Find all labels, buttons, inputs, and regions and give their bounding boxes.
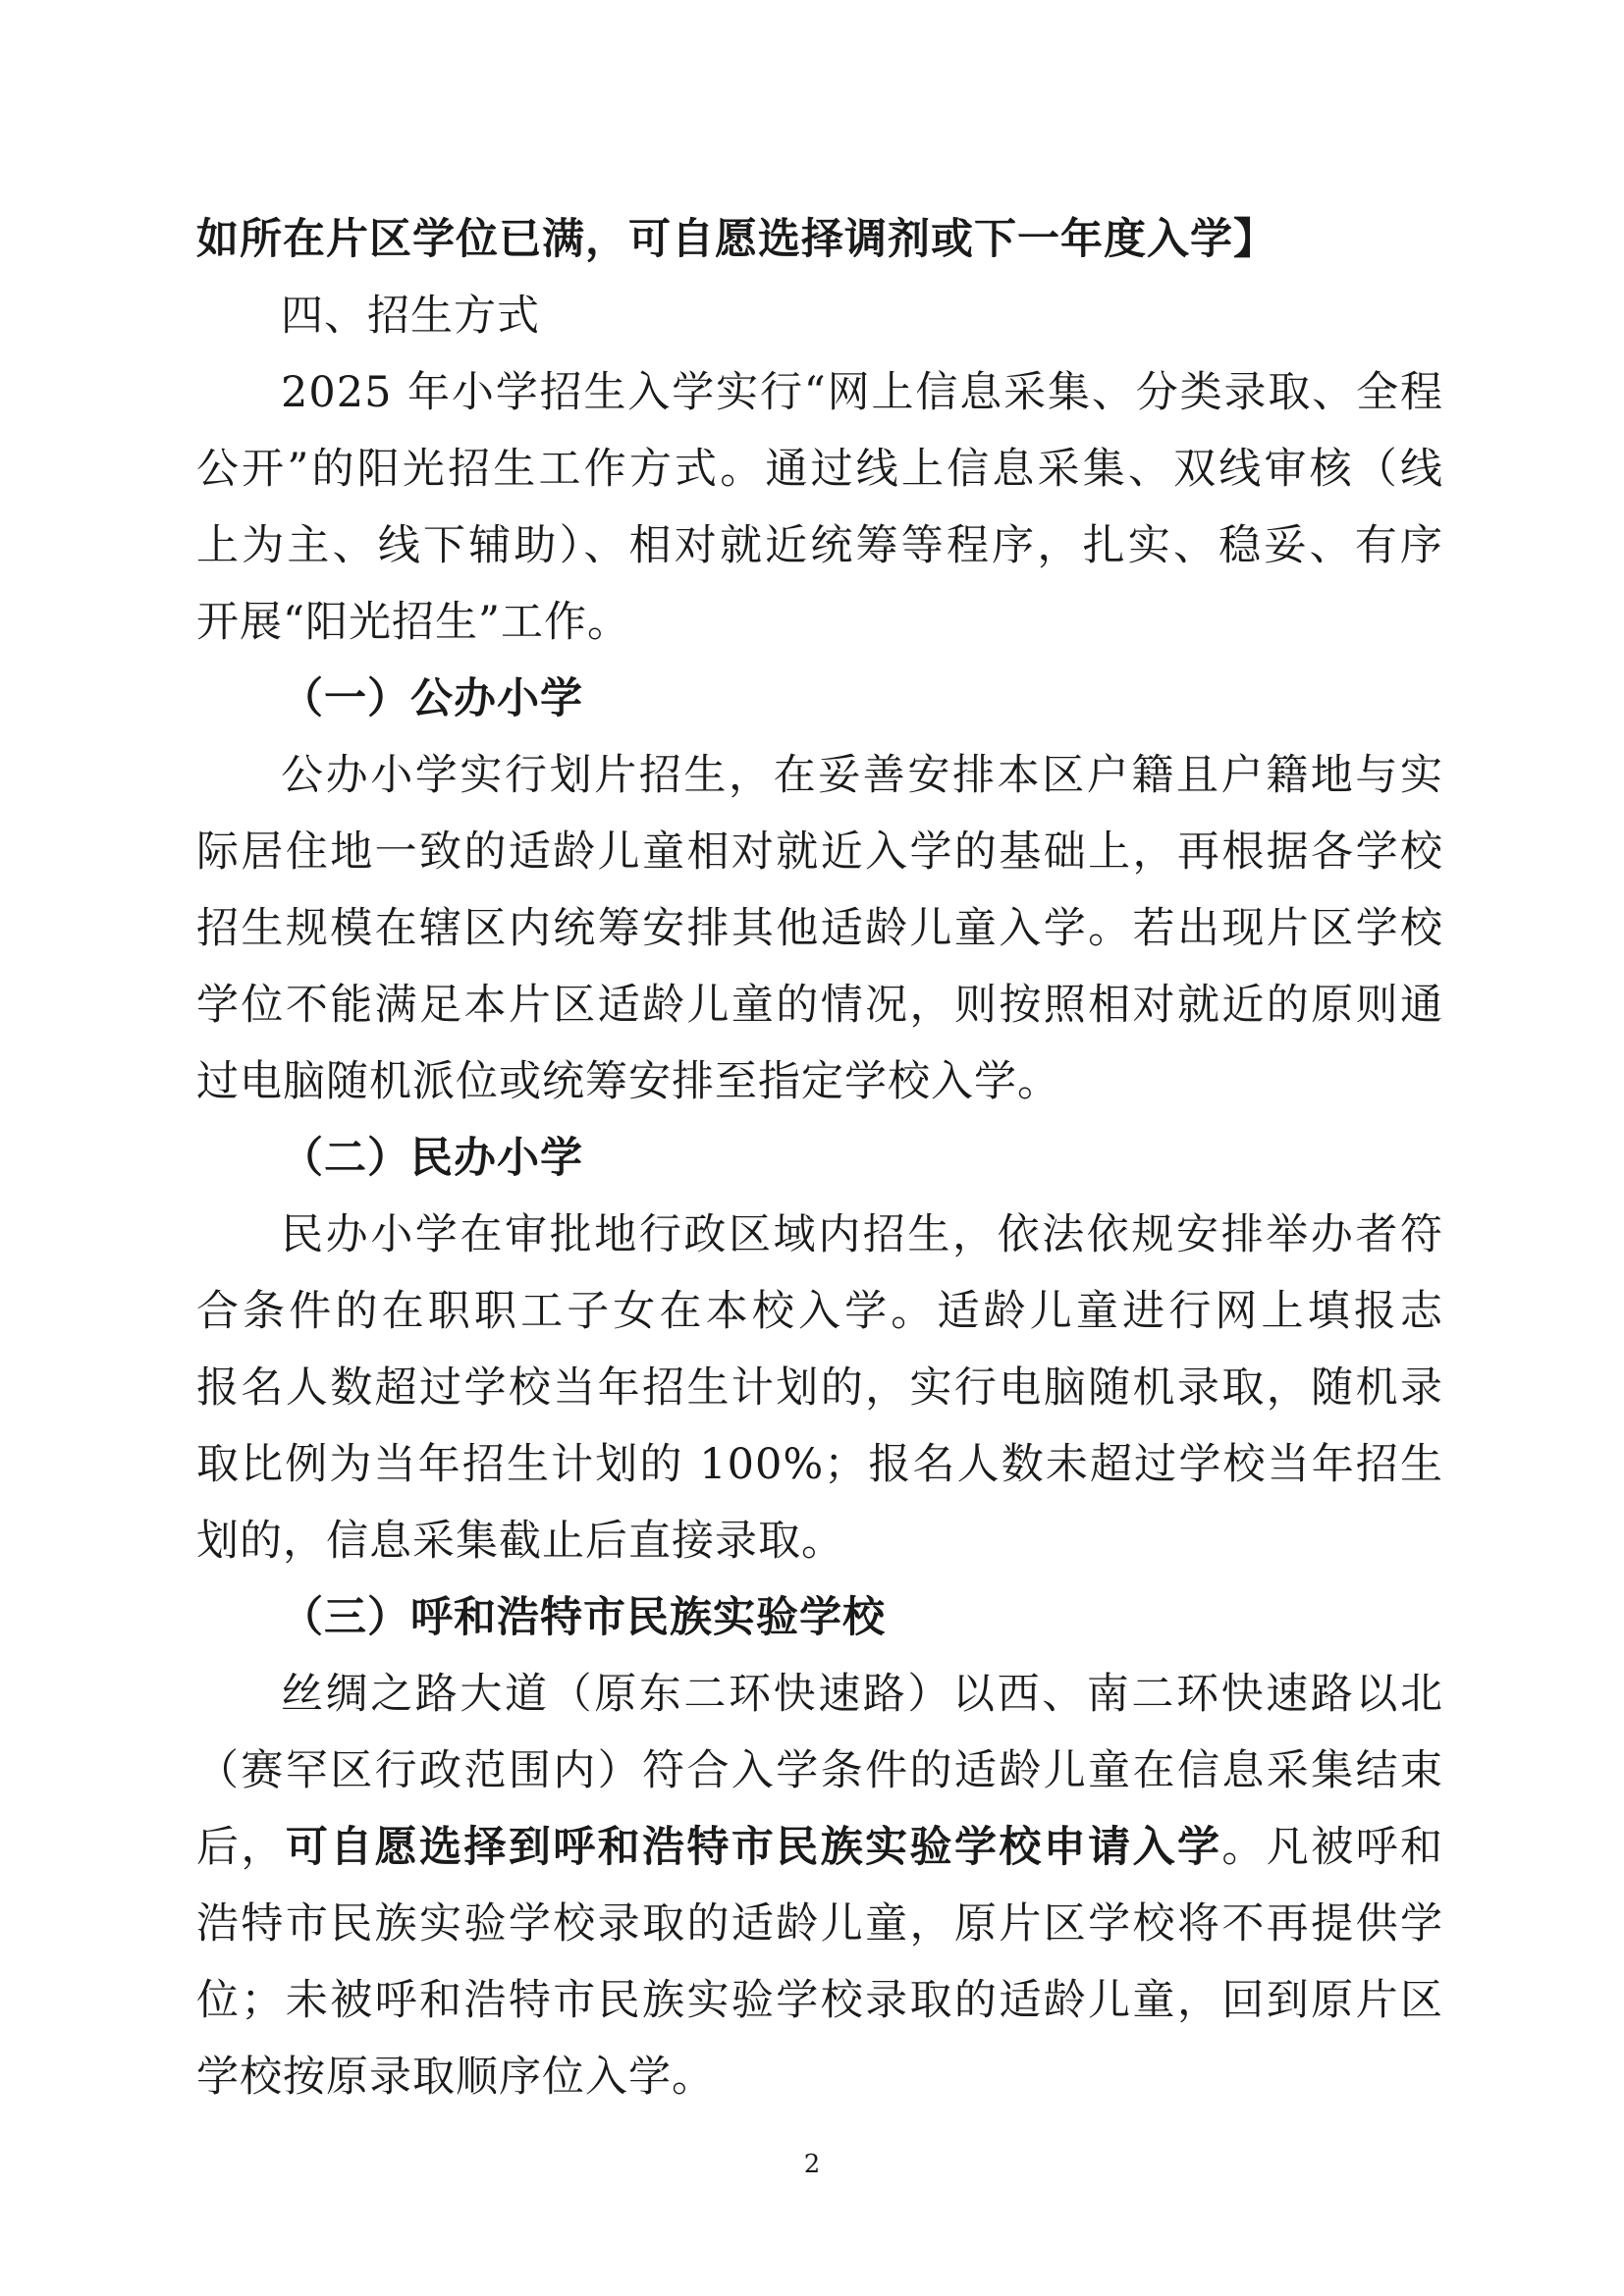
- paragraph-line: 上为主、线下辅助）、相对就近统筹等程序，扎实、稳妥、有序: [196, 521, 1443, 570]
- subheading-ethnic-experimental-school: （三）呼和浩特市民族实验学校: [281, 1593, 886, 1642]
- paragraph-line: 开展“阳光招生”工作。: [196, 598, 630, 647]
- subheading-private-primary: （二）民办小学: [281, 1134, 583, 1183]
- paragraph-line: 合条件的在职职工子女在本校入学。适龄儿童进行网上填报志: [196, 1287, 1443, 1336]
- document-page: [196, 201, 1443, 2115]
- paragraph-line: 取比例为当年招生计划的 100%；报名人数未超过学校当年招生: [196, 1440, 1443, 1489]
- paragraph-line: 民办小学在审批地行政区域内招生，依法依规安排举办者符: [281, 1210, 1443, 1259]
- emphasis-text: 可自愿选择到呼和浩特市民族实验学校申请入学: [285, 1823, 1222, 1872]
- paragraph-line: （赛罕区行政范围内）符合入学条件的适龄儿童在信息采集结束: [196, 1746, 1443, 1795]
- section-heading-recruitment-method: 四、招生方式: [281, 292, 540, 341]
- continued-text-line: 如所在片区学位已满，可自愿选择调剂或下一年度入学】: [196, 215, 1276, 264]
- subheading-public-primary: （一）公办小学: [281, 674, 583, 723]
- paragraph-line: 位；未被呼和浩特市民族实验学校录取的适龄儿童，回到原片区: [196, 1976, 1443, 2025]
- paragraph-line: 划的，信息采集截止后直接录取。: [196, 1517, 844, 1566]
- paragraph-line: 公办小学实行划片招生，在妥善安排本区户籍且户籍地与实: [281, 751, 1443, 800]
- page-number: 2: [803, 2150, 821, 2179]
- paragraph-line: 际居住地一致的适龄儿童相对就近入学的基础上，再根据各学校: [196, 828, 1443, 877]
- paragraph-line: 学位不能满足本片区适龄儿童的情况，则按照相对就近的原则通: [196, 981, 1443, 1030]
- paragraph-line: 2025 年小学招生入学实行“网上信息采集、分类录取、全程: [281, 368, 1443, 417]
- paragraph-line: 浩特市民族实验学校录取的适龄儿童，原片区学校将不再提供学: [196, 1899, 1443, 1949]
- paragraph-line: 招生规模在辖区内统筹安排其他适龄儿童入学。若出现片区学校: [196, 904, 1443, 953]
- paragraph-line: 过电脑随机派位或统筹安排至指定学校入学。: [196, 1057, 1060, 1106]
- paragraph-line-mixed: [196, 1809, 1443, 1886]
- paragraph-line: 公开”的阳光招生工作方式。通过线上信息采集、双线审核（线: [196, 445, 1443, 494]
- paragraph-line: 丝绸之路大道（原东二环快速路）以西、南二环快速路以北: [281, 1670, 1443, 1719]
- paragraph-line: 学校按原录取顺序位入学。: [196, 2053, 715, 2102]
- paragraph-line: 报名人数超过学校当年招生计划的，实行电脑随机录取，随机录: [196, 1363, 1443, 1413]
- line-prefix: 后，: [196, 1823, 286, 1872]
- line-suffix: 。凡被呼和: [1221, 1823, 1443, 1872]
